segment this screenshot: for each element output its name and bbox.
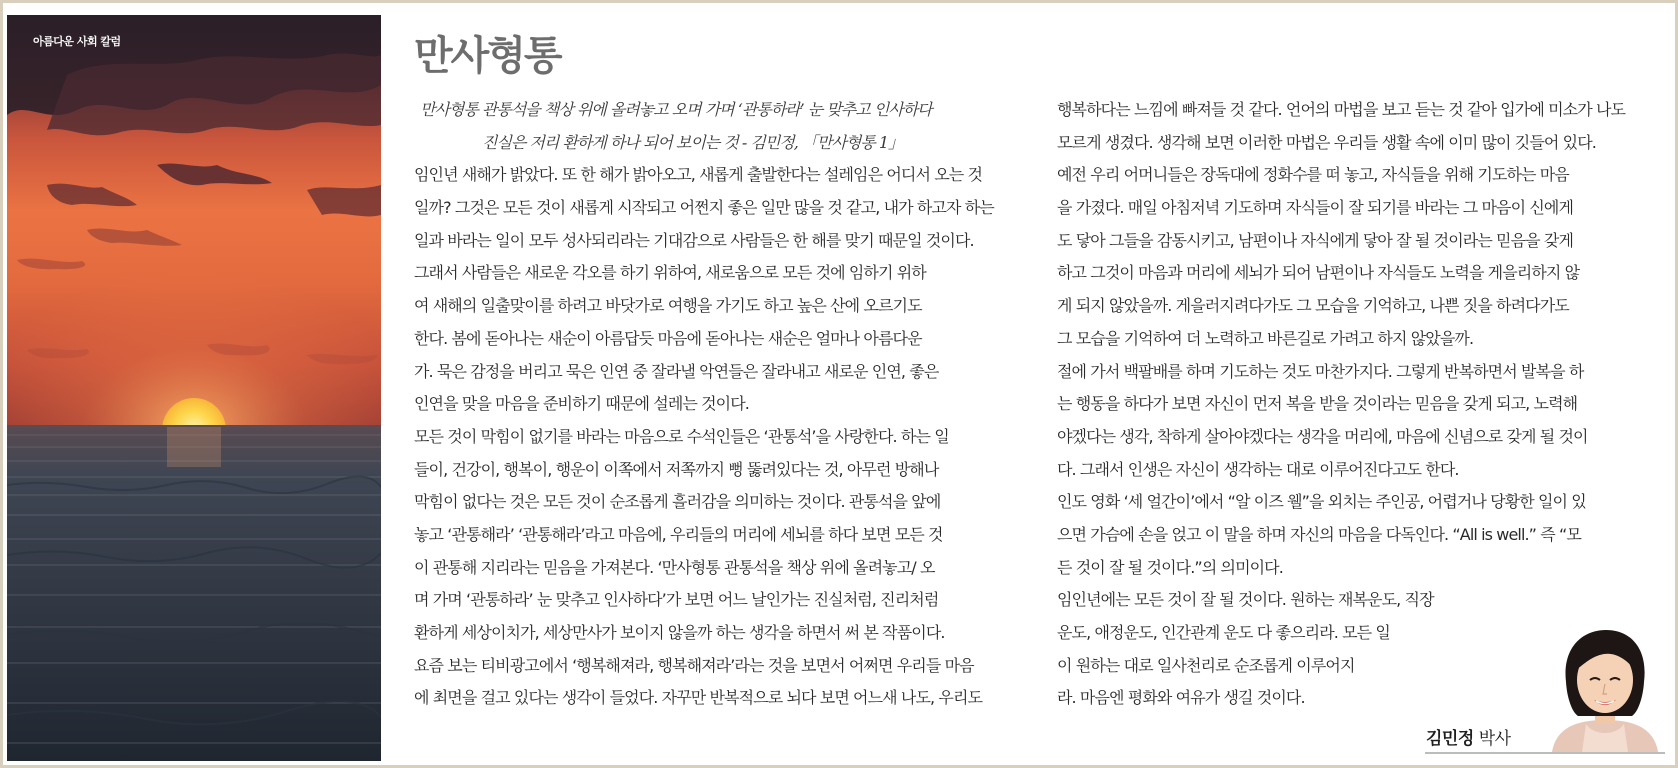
author-portrait [1546,624,1664,752]
body-line: 하고 그것이 마음과 머리에 세뇌가 되어 남편이나 자식들도 노력을 게을리하지 않 [1057,263,1580,283]
body-line: 행복하다는 느낌에 빠져들 것 같다. 언어의 마법을 보고 듣는 것 같아 입가에 미소가 나도 [1057,100,1626,119]
body-line: 을 가졌다. 매일 아침저녁 기도하며 자식들이 잘 되기를 바라는 그 마음이 신에게 [1057,198,1574,218]
body-line: 는 행동을 하다가 보면 자신이 먼저 복을 받을 것이라는 믿음을 갖게 되고, 노력해 [1057,394,1578,414]
body-line: 요즘 보는 티비광고에서 ‘행복해져라, 행복해져라’라는 것을 보면서 어쩌면 우리들 마음 [414,655,974,675]
body-line: 라. 마음엔 평화와 여유가 생길 것이다. [1057,688,1305,708]
author-name: 김민정 [1426,729,1474,749]
article-column-left [414,94,1014,715]
body-line: 임인년 새해가 밝았다. 또 한 해가 밝아오고, 새롭게 출발한다는 설레임은 어디서 오는 것 [414,165,983,185]
body-line: 이 관통해 지리라는 믿음을 가져본다. ‘만사형통 관통석을 책상 위에 올려놓고/ 오 [414,557,935,577]
body-line: 인연을 맞을 마음을 준비하기 때문에 설레는 것이다. [414,394,749,414]
body-line: 환하게 세상이치가, 세상만사가 보이지 않을까 하는 생각을 하면서 써 본 작품이다. [414,623,945,642]
article-column-right [1057,94,1663,715]
epigraph-line: 만사형통 관통석을 책상 위에 올려놓고 오며 가며 ‘관통하라’ 눈 맞추고 인사하다 [420,100,932,119]
body-line: 한다. 봄에 돋아나는 새순이 아름답듯 마음에 돋아나는 새순은 얼마나 아름다운 [414,328,922,348]
body-line: 인도 영화 ‘세 얼간이’에서 “알 이즈 웰”을 외치는 주인공, 어렵거나 당황한 일이 있 [1057,492,1586,512]
body-line: 게 되지 않았을까. 게을러지려다가도 그 모습을 기억하고, 나쁜 짓을 하려다가도 [1057,296,1569,316]
body-line: 도 닿아 그들을 감동시키고, 남편이나 자식에게 닿아 잘 될 것이라는 믿음을 갖게 [1057,230,1574,250]
body-line: 이 원하는 대로 일사천리로 순조롭게 이루어지 [1057,655,1355,675]
body-line: 예전 우리 어머니들은 장독대에 정화수를 떠 놓고, 자식들을 위해 기도하는 마음 [1057,165,1569,185]
body-line: 일까? 그것은 모든 것이 새롭게 시작되고 어쩐지 좋은 일만 많을 것 같고, 내가 하고자 하는 [414,198,994,218]
body-line: 에 최면을 걸고 있다는 생각이 들었다. 자꾸만 반복적으로 뇌다 보면 어느새 나도, 우리도 [414,688,983,708]
body-line: 여 새해의 일출맞이를 하려고 바닷가로 여행을 가기도 하고 높은 산에 오르기도 [414,296,922,316]
epigraph-line: 진실은 저리 환하게 하나 되어 보이는 것 - 김민정, 「만사형통 1」 [482,132,904,152]
author-byline [1426,724,1511,749]
body-line: 그래서 사람들은 새로운 각오를 하기 위하여, 새로움으로 모든 것에 임하기 위하 [414,263,926,283]
author-portrait-illustration [1546,624,1664,752]
body-line: 막힘이 없다는 것은 모든 것이 순조롭게 흘러감을 의미하는 것이다. 관통석을 앞에 [414,492,941,512]
body-line: 으면 가슴에 손을 얹고 이 말을 하며 자신의 마음을 다독인다. “All is well.” 즉 “모 [1057,524,1581,544]
body-line: 일과 바라는 일이 모두 성사되리라는 기대감으로 사람들은 한 해를 맞기 때문일 것이다. [414,230,974,250]
body-line: 운도, 애정운도, 인간관계 운도 다 좋으리라. 모든 일 [1057,623,1390,642]
author-divider [1425,752,1665,754]
body-line: 든 것이 잘 될 것이다.”의 의미이다. [1057,557,1283,577]
body-line: 절에 가서 백팔배를 하며 기도하는 것도 마찬가지다. 그렇게 반복하면서 발복을 하 [1057,361,1584,381]
sunset-photo [7,15,381,761]
column-tag: 아름다운 사회 칼럼 [33,35,121,48]
body-line: 들이, 건강이, 행복이, 행운이 이쪽에서 저쪽까지 뻥 뚫려있다는 것, 아무런 방해나 [414,459,939,479]
body-line: 임인년에는 모든 것이 잘 될 것이다. 원하는 재복운도, 직장 [1057,590,1434,610]
body-line: 며 가며 ‘관통하라’ 눈 맞추고 인사하다’가 보면 어느 날인가는 진실처럼, 진리처럼 [414,590,939,610]
sunset-illustration [7,15,381,761]
body-line: 가. 묵은 감정을 버리고 묵은 인연 중 잘라낼 악연들은 잘라내고 새로운 인연, 좋은 [414,361,939,381]
author-title: 박사 [1478,729,1511,749]
article-title: 만사형통 [414,33,561,79]
body-line: 모든 것이 막힘이 없기를 바라는 마음으로 수석인들은 ‘관통석’을 사랑한다. 하는 일 [414,426,949,446]
body-line: 모르게 생겼다. 생각해 보면 이러한 마법은 우리들 생활 속에 이미 많이 깃들어 있다. [1057,132,1596,152]
body-line: 야겠다는 생각, 착하게 살아야겠다는 생각을 머리에, 마음에 신념으로 갖게 될 것이 [1057,426,1588,446]
body-line: 놓고 ‘관통해라’ ‘관통해라’라고 마음에, 우리들의 머리에 세뇌를 하다 보면 모든 것 [414,524,943,544]
body-line: 다. 그래서 인생은 자신이 생각하는 대로 이루어진다고도 한다. [1057,459,1459,479]
body-line: 그 모습을 기억하여 더 노력하고 바른길로 가려고 하지 않았을까. [1057,328,1474,348]
